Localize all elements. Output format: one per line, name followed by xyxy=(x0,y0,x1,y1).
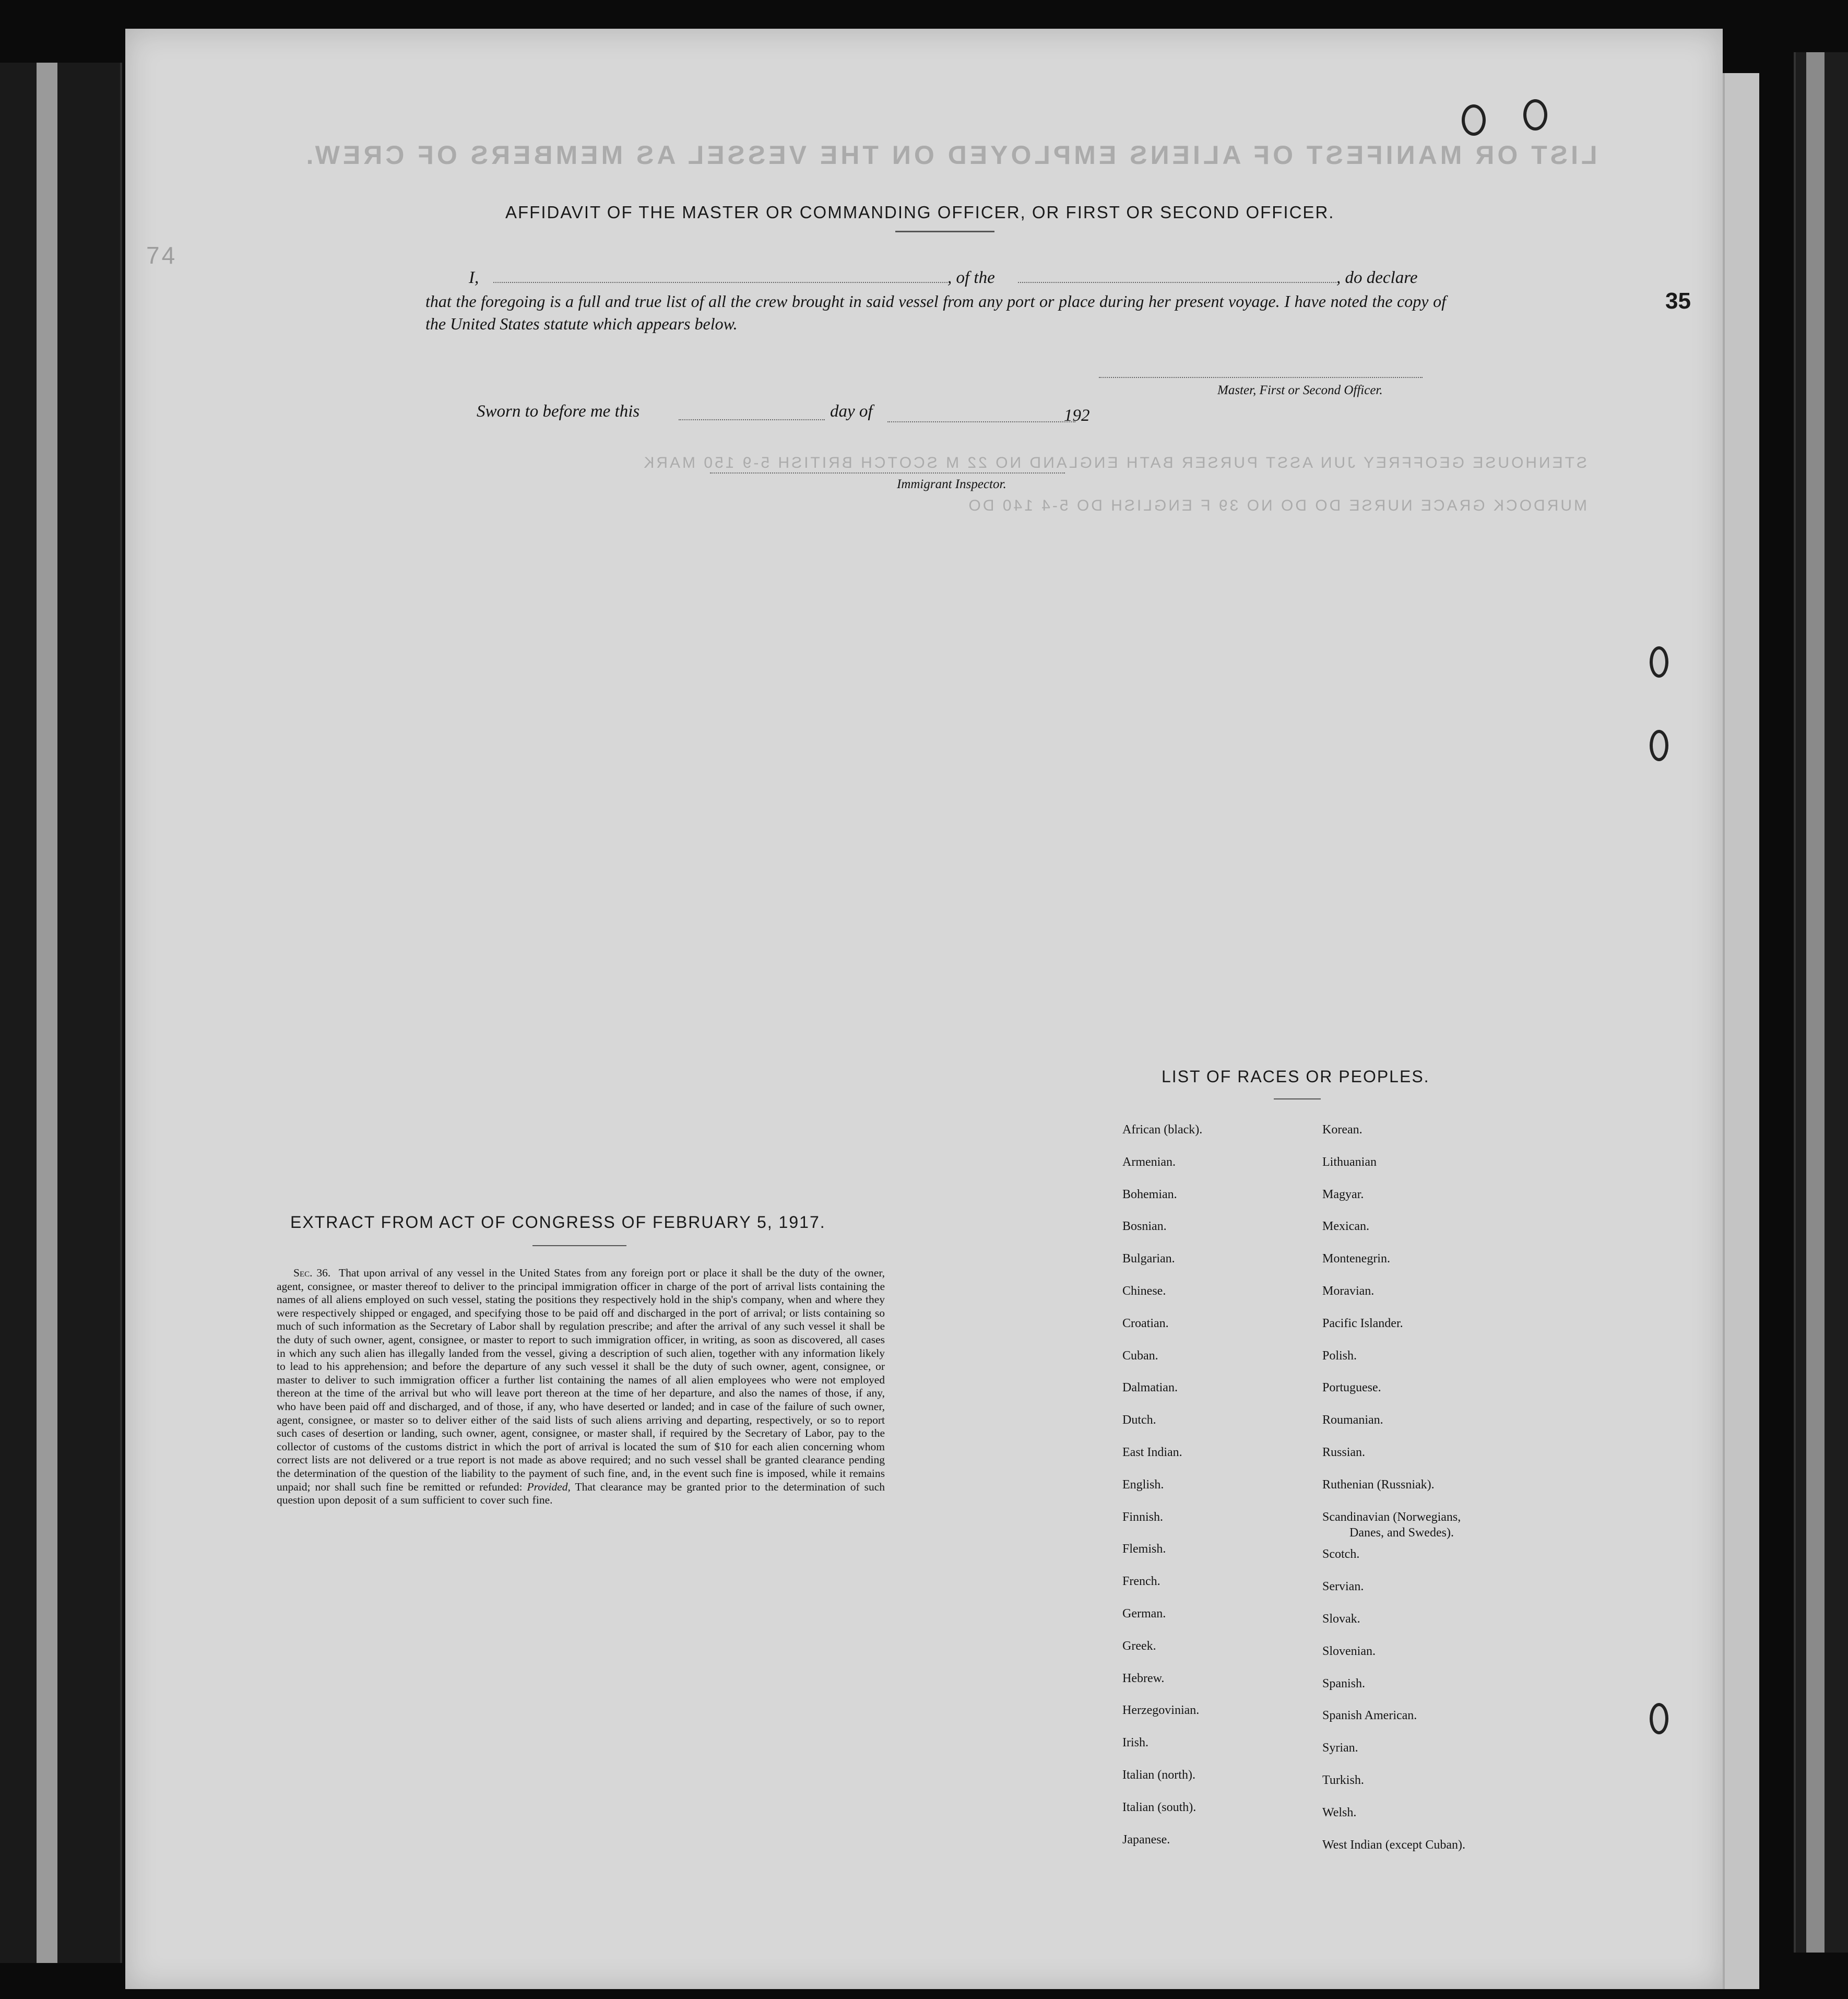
race-item: Polish. xyxy=(1322,1349,1357,1363)
race-item: West Indian (except Cuban). xyxy=(1322,1838,1465,1852)
page-number: 35 xyxy=(1665,288,1691,314)
race-item: Italian (north). xyxy=(1122,1768,1195,1782)
race-item: Turkish. xyxy=(1322,1773,1364,1787)
bleed-through-row: MURDOCK GRACE NURSE DO DO NO 39 F ENGLISH DO 5-4 140 DO xyxy=(966,497,1587,514)
sworn-date-field[interactable] xyxy=(679,419,825,420)
act-body-end: That clearance may be granted prior to the determination of such question upon deposit of a sum sufficient to cover such fine. xyxy=(277,1480,885,1507)
race-item: African (black). xyxy=(1122,1123,1203,1137)
adjacent-page-right xyxy=(1794,52,1848,1953)
punch-hole-icon xyxy=(1650,1703,1668,1734)
title-divider xyxy=(895,231,994,232)
race-item: Cuban. xyxy=(1122,1349,1158,1363)
declarant-pronoun: I, xyxy=(469,268,479,287)
act-section-36 xyxy=(277,1267,885,1507)
declarant-name-field[interactable] xyxy=(493,282,947,283)
provided-word: Provided, xyxy=(527,1480,571,1493)
punch-hole-icon xyxy=(1650,730,1668,761)
race-item: Moravian. xyxy=(1322,1284,1375,1298)
affidavit-title: AFFIDAVIT OF THE MASTER OR COMMANDING OFFICER, OR FIRST OR SECOND OFFICER. xyxy=(505,203,1335,222)
punch-hole-icon xyxy=(1523,99,1547,131)
race-item: Portuguese. xyxy=(1322,1381,1381,1395)
inspector-caption: Immigrant Inspector. xyxy=(897,477,1006,491)
race-item: Korean. xyxy=(1322,1123,1363,1137)
sworn-label: Sworn to before me this xyxy=(477,402,640,421)
race-item: Armenian. xyxy=(1122,1155,1176,1169)
race-item: Slovenian. xyxy=(1322,1644,1376,1658)
master-caption: Master, First or Second Officer. xyxy=(1217,383,1383,397)
month-field[interactable] xyxy=(887,421,1075,422)
race-item: East Indian. xyxy=(1122,1446,1182,1459)
races-title: LIST OF RACES OR PEOPLES. xyxy=(1162,1067,1430,1086)
race-item: Scandinavian (Norwegians, xyxy=(1322,1510,1461,1524)
act-body: That upon arrival of any vessel in the United States from any foreign port or place it shall be the duty of the owner, agent, consignee, or master thereof to deliver to the principal immigration officer in charge of the port of arrival lists containing the names of all aliens employed on such vessel, stating the positions they respectively hold in the ship's company, when and where they were respectively shipped or engaged, and specifying those to be paid off and discharged in the port of arrival; or lists containing so much of such information as the Secretary of Labor shall by regulation prescribe; and after the arrival of any such vessel it shall be the duty of such owner, agent, consignee, or master to report to such immigration officer, in writing, as soon as discovered, all cases in which any such alien has illegally landed from the vessel, giving a description of such alien, together with any information likely to lead to his apprehension; and before the departure of any such vessel it shall be the duty of such owner, agent, consignee, or master to deliver to such immigration officer a further list containing the names of all alien employees who were not employed thereon at the time of the arrival but who will leave port thereon at the time of her departure, and also the names of those, if any, who have been paid off and discharged, and of those, if any, who have deserted or landed; and in case of the failure of such owner, agent, consignee, or master so to deliver either of the said lists of such aliens arriving and departing, respectively, or so to report such cases of desertion or landing, such owner, agent, consignee, or master shall, if required by the Secretary of Labor, pay to the collector of customs of the customs district in which the port of arrival is located the sum of $10 for each alien concerning whom correct lists are not delivered or a true report is not made as above required; and no such vessel shall be granted clearance pending the determination of the question of the liability to the payment of such fine, and, in the event such fine is imposed, while it remains unpaid; nor shall such fine be remitted or refunded: xyxy=(277,1267,885,1493)
adjacent-page-left xyxy=(0,63,122,1963)
section-label: Sec. 36. xyxy=(293,1267,331,1279)
corner-number: 74 xyxy=(146,242,177,269)
race-item: German. xyxy=(1122,1607,1166,1621)
race-item: French. xyxy=(1122,1575,1160,1589)
race-item: Greek. xyxy=(1122,1639,1156,1653)
race-item: Bulgarian. xyxy=(1122,1252,1175,1266)
race-item: Mexican. xyxy=(1322,1220,1369,1234)
race-item: Syrian. xyxy=(1322,1741,1358,1755)
race-item: Spanish American. xyxy=(1322,1709,1417,1723)
race-item: Lithuanian xyxy=(1322,1155,1377,1169)
race-item: Italian (south). xyxy=(1122,1800,1197,1814)
race-item: Hebrew. xyxy=(1122,1671,1165,1685)
race-item: Dutch. xyxy=(1122,1413,1156,1427)
race-item: Bosnian. xyxy=(1122,1220,1167,1234)
race-item: Scotch. xyxy=(1322,1547,1360,1562)
race-item: Servian. xyxy=(1322,1580,1364,1594)
bleed-through-header: LIST OR MANIFEST OF ALIENS EMPLOYED ON THE VESSEL AS MEMBERS OF CREW. xyxy=(303,140,1597,170)
punch-hole-icon xyxy=(1462,104,1486,136)
race-item: Flemish. xyxy=(1122,1542,1166,1556)
page-right-edge xyxy=(1723,73,1759,1989)
act-divider xyxy=(532,1245,626,1246)
race-item: Japanese. xyxy=(1122,1832,1170,1847)
race-item: Dalmatian. xyxy=(1122,1381,1178,1395)
race-item: Bohemian. xyxy=(1122,1187,1177,1201)
race-item: Russian. xyxy=(1322,1446,1366,1459)
race-item: Roumanian. xyxy=(1322,1413,1383,1427)
race-item: Finnish. xyxy=(1122,1510,1164,1524)
declaration-text: that the foregoing is a full and true list of all the crew brought in said vessel from any port or place during her present voyage. I have noted the copy of the United States statute which appears below. xyxy=(425,292,1446,333)
master-signature-field[interactable] xyxy=(1099,377,1423,378)
vessel-name-field[interactable] xyxy=(1018,282,1336,283)
race-item: Spanish. xyxy=(1322,1676,1366,1690)
act-title: EXTRACT FROM ACT OF CONGRESS OF FEBRUARY 5, 1917. xyxy=(290,1213,826,1232)
year-prefix: 192 xyxy=(1064,406,1090,425)
do-declare-label: , do declare xyxy=(1336,268,1418,287)
race-item: Welsh. xyxy=(1322,1805,1357,1819)
race-item: Croatian. xyxy=(1122,1316,1169,1330)
race-item: Magyar. xyxy=(1322,1187,1364,1201)
race-item: English. xyxy=(1122,1477,1164,1492)
day-of-label: day of xyxy=(830,402,873,421)
race-item: Herzegovinian. xyxy=(1122,1704,1200,1718)
inspector-signature-field[interactable] xyxy=(710,472,1065,474)
of-the-label: , of the xyxy=(947,268,995,287)
race-item: Irish. xyxy=(1122,1736,1148,1750)
race-item: Slovak. xyxy=(1322,1612,1360,1626)
punch-hole-icon xyxy=(1650,646,1668,678)
race-item: Ruthenian (Russniak). xyxy=(1322,1477,1435,1492)
bleed-through-row: STENHOUSE GEOFFREY JUN ASST PURSER BATH ENGLAND NO 22 M SCOTCH BRITISH 5-9 150 MARK xyxy=(642,454,1587,471)
race-item: Danes, and Swedes). xyxy=(1349,1525,1454,1540)
races-divider xyxy=(1274,1098,1321,1099)
race-item: Chinese. xyxy=(1122,1284,1166,1298)
race-item: Montenegrin. xyxy=(1322,1252,1390,1266)
race-item: Pacific Islander. xyxy=(1322,1316,1403,1330)
